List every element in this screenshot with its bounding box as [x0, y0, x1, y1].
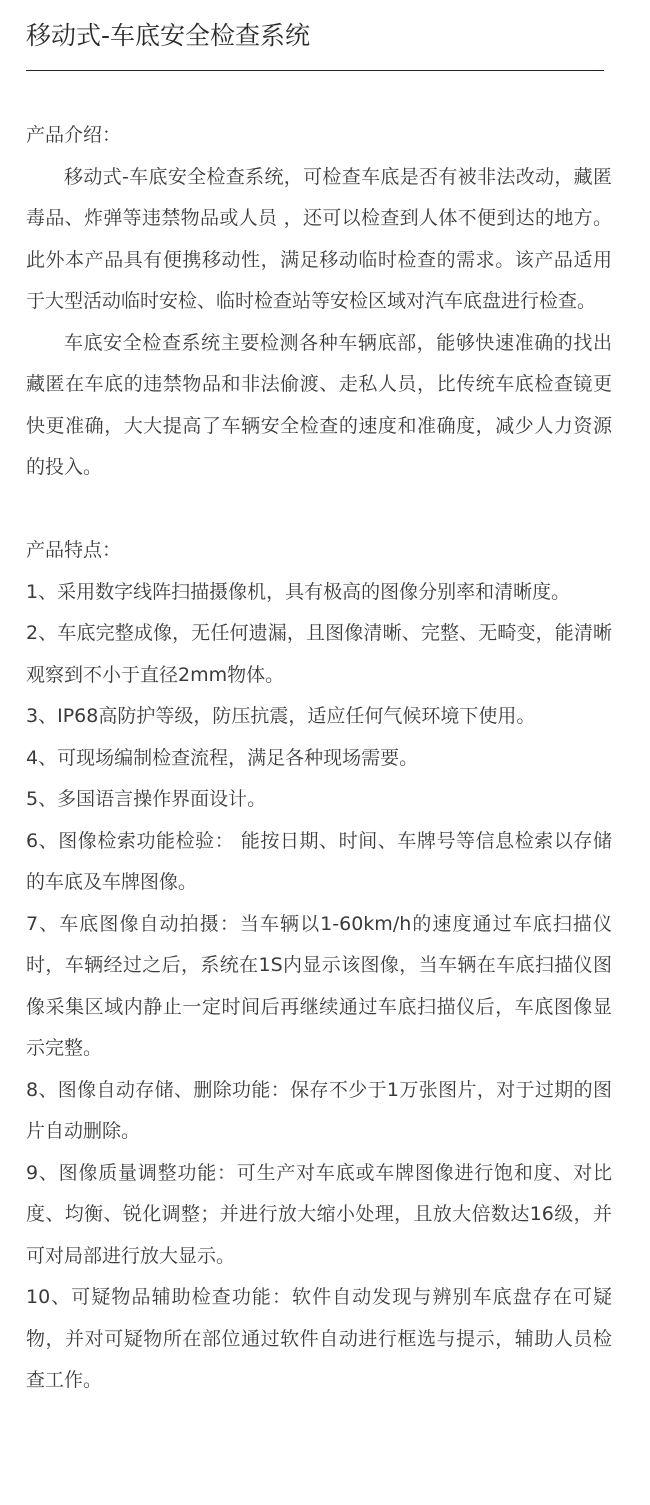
feature-item-4: 4、可现场编制检查流程，满足各种现场需要。 [26, 746, 419, 769]
page-title: 移动式-车底安全检查系统 [26, 21, 311, 50]
feature-item-7: 7、车底图像自动拍摄：当车辆以1-60km/h的速度通过车底扫描仪时，车辆经过之后，系统在1S内显示该图像，当车辆在车底扫描仪图像采集区域内静止一定时间后再继续通过车底扫描仪后，车底图像显示完整。 [26, 912, 612, 1059]
intro-paragraph-2: 车底安全检查系统主要检测各种车辆底部，能够快速准确的找出藏匿在车底的违禁物品和非法偷渡、走私人员，比传统车底检查镜更快更准确，大大提高了车辆安全检查的速度和准确度，减少人力资源的投入。 [26, 331, 612, 478]
features-heading: 产品特点： [26, 539, 122, 561]
intro-heading: 产品介绍： [26, 124, 122, 146]
feature-item-10: 10、可疑物品辅助检查功能：软件自动发现与辨别车底盘存在可疑物，并对可疑物所在部位通过软件自动进行框选与提示，辅助人员检查工作。 [26, 1286, 612, 1391]
feature-list [26, 572, 612, 1402]
feature-item-1: 1、采用数字线阵扫描摄像机，具有极高的图像分别率和清晰度。 [26, 580, 571, 603]
feature-item-6: 6、图像检索功能检验： 能按日期、时间、车牌号等信息检索以存储的车底及车牌图像。 [26, 829, 612, 893]
feature-item-3: 3、IP68高防护等级，防压抗震，适应任何气候环境下使用。 [26, 705, 536, 727]
intro-paragraph-1: 移动式-车底安全检查系统，可检查车底是否有被非法改动，藏匿毒品、炸弹等违禁物品或人员 ，还可以检查到人体不便到达的地方。此外本产品具有便携移动性，满足移动临时检查的需求。该产品适用于大型活动临时安检、临时检查站等安检区域对汽车底盘进行检查。 [26, 165, 612, 312]
document-body [26, 115, 612, 1402]
intro-section [26, 115, 612, 489]
section-spacer [26, 489, 612, 531]
feature-item-5: 5、多国语言操作界面设计。 [26, 788, 267, 810]
title-divider [26, 70, 604, 71]
feature-item-8: 8、图像自动存储、删除功能：保存不少于1万张图片，对于过期的图片自动删除。 [26, 1078, 612, 1142]
feature-item-9: 9、图像质量调整功能：可生产对车底或车牌图像进行饱和度、对比度、均衡、锐化调整；并进行放大缩小处理，且放大倍数达16级，并可对局部进行放大显示。 [26, 1161, 612, 1267]
feature-item-2: 2、车底完整成像，无任何遗漏，且图像清晰、完整、无畸变，能清晰观察到不小于直径2mm物体。 [26, 622, 612, 686]
features-section [26, 530, 612, 1402]
